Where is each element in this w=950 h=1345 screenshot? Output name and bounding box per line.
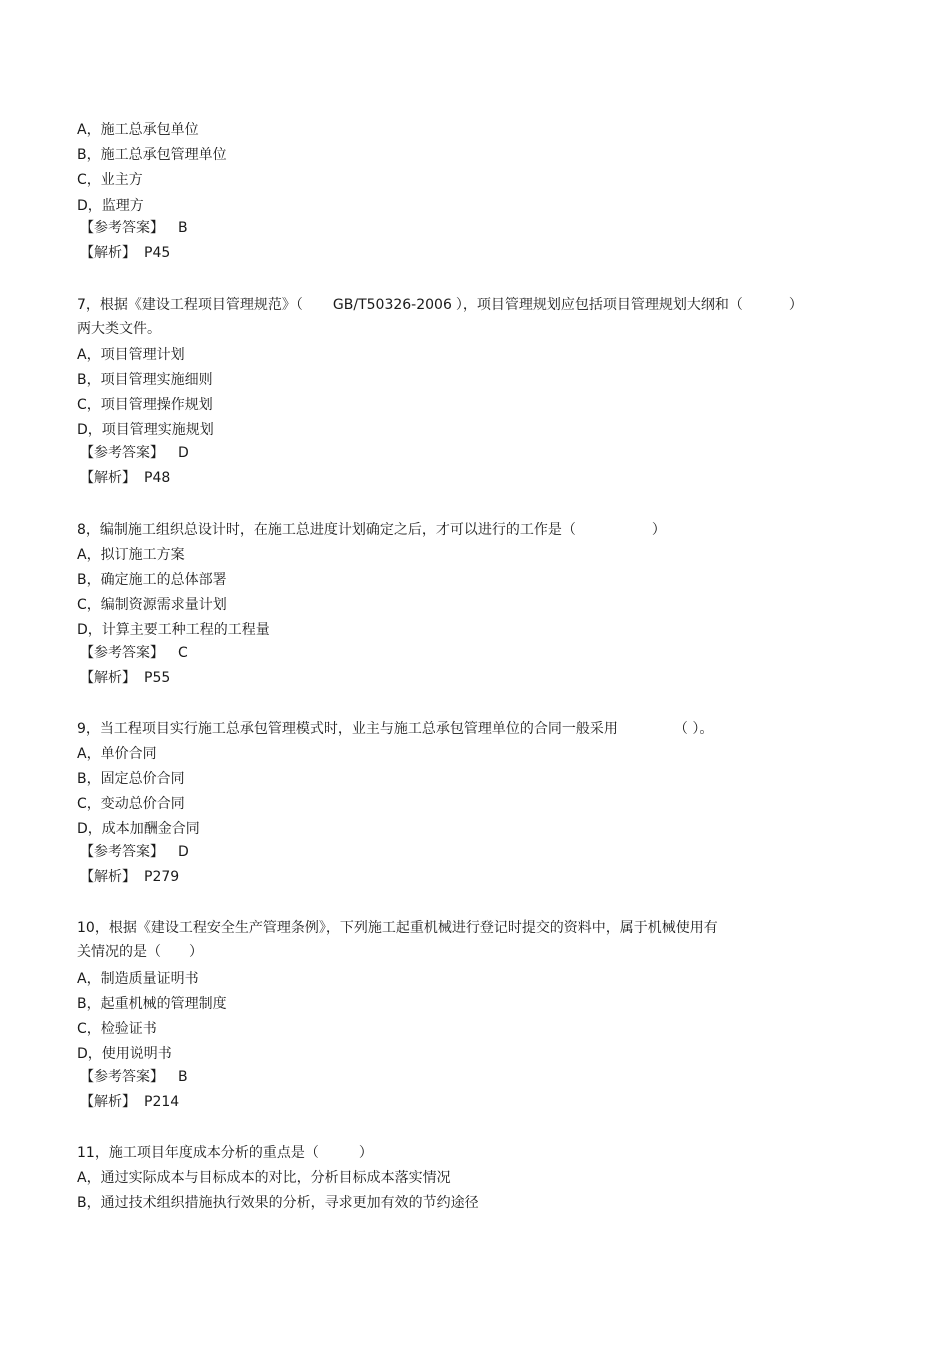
q7-stem-part-a: 7，根据《建设工程项目管理规范》（ (77, 297, 303, 313)
q6-option-c: C，业主方 (77, 172, 143, 188)
q7-stem-line2: 两大类文件。 (77, 321, 161, 337)
q7-standard-code: GB/T50326-2006 (332, 297, 452, 313)
q7-answer (80, 443, 189, 463)
answer-label: 【参考答案】 (80, 220, 164, 236)
q11-stem-part-a: 11，施工项目年度成本分析的重点是（ (77, 1145, 319, 1161)
analysis-label: 【解析】 (80, 869, 136, 885)
answer-label: 【参考答案】 (80, 445, 164, 461)
q7-stem (77, 295, 803, 315)
q8-option-a: A，拟订施工方案 (77, 547, 185, 563)
q8-analysis (80, 668, 170, 688)
q10-stem: 10，根据《建设工程安全生产管理条例》，下列施工起重机械进行登记时提交的资料中，属于机械使用有 (77, 920, 718, 936)
q9-option-d: D，成本加酬金合同 (77, 821, 200, 837)
q7-option-b: B，项目管理实施细则 (77, 372, 213, 388)
analysis-value: P48 (144, 470, 171, 486)
q6-answer (80, 218, 188, 238)
q7-stem-part-b: ），项目管理规划应包括项目管理规划大纲和（ (455, 297, 743, 313)
q8-answer (80, 643, 188, 663)
q6-option-b: B，施工总承包管理单位 (77, 147, 227, 163)
q9-answer (80, 842, 189, 862)
answer-value: B (178, 1069, 188, 1085)
q10-option-a: A，制造质量证明书 (77, 971, 199, 987)
q10-answer (80, 1067, 188, 1087)
answer-label: 【参考答案】 (80, 645, 164, 661)
q8-option-c: C，编制资源需求量计划 (77, 597, 227, 613)
q9-option-b: B，固定总价合同 (77, 771, 185, 787)
q7-option-c: C，项目管理操作规划 (77, 397, 213, 413)
q9-option-c: C，变动总价合同 (77, 796, 185, 812)
q9-stem-part-b: （ ）。 (673, 721, 714, 737)
answer-value: D (178, 844, 189, 860)
q8-stem-part-b: ） (651, 522, 666, 538)
answer-value: C (178, 645, 188, 661)
q7-option-d: D，项目管理实施规划 (77, 422, 214, 438)
q7-stem-part-c: ） (788, 297, 803, 313)
analysis-label: 【解析】 (80, 245, 136, 261)
answer-value: D (178, 445, 189, 461)
analysis-value: P55 (144, 670, 171, 686)
analysis-label: 【解析】 (80, 670, 136, 686)
answer-value: B (178, 220, 188, 236)
analysis-value: P214 (144, 1094, 180, 1110)
q6-analysis (80, 243, 170, 263)
q9-stem (77, 719, 713, 739)
q8-stem-part-a: 8，编制施工组织总设计时，在施工总进度计划确定之后，才可以进行的工作是（ (77, 522, 576, 538)
q11-option-a: A，通过实际成本与目标成本的对比，分析目标成本落实情况 (77, 1170, 451, 1186)
q8-stem (77, 520, 666, 540)
q10-option-d: D，使用说明书 (77, 1046, 172, 1062)
analysis-value: P45 (144, 245, 171, 261)
q10-option-c: C，检验证书 (77, 1021, 157, 1037)
q10-stem-line2: 关情况的是（ ） (77, 944, 203, 960)
q7-analysis (80, 468, 170, 488)
q10-option-b: B，起重机械的管理制度 (77, 996, 227, 1012)
analysis-value: P279 (144, 869, 180, 885)
analysis-label: 【解析】 (80, 1094, 136, 1110)
q9-option-a: A，单价合同 (77, 746, 157, 762)
q10-analysis (80, 1092, 179, 1112)
answer-label: 【参考答案】 (80, 844, 164, 860)
q11-option-b: B，通过技术组织措施执行效果的分析，寻求更加有效的节约途径 (77, 1195, 479, 1211)
q8-option-b: B，确定施工的总体部署 (77, 572, 227, 588)
q9-analysis (80, 867, 179, 887)
q11-stem-part-b: ） (358, 1145, 373, 1161)
q9-stem-part-a: 9，当工程项目实行施工总承包管理模式时，业主与施工总承包管理单位的合同一般采用 (77, 721, 618, 737)
answer-label: 【参考答案】 (80, 1069, 164, 1085)
q6-option-d: D，监理方 (77, 198, 144, 214)
q11-stem (77, 1143, 373, 1163)
q6-option-a: A，施工总承包单位 (77, 122, 199, 138)
analysis-label: 【解析】 (80, 470, 136, 486)
q8-option-d: D，计算主要工种工程的工程量 (77, 622, 270, 638)
q7-option-a: A，项目管理计划 (77, 347, 185, 363)
